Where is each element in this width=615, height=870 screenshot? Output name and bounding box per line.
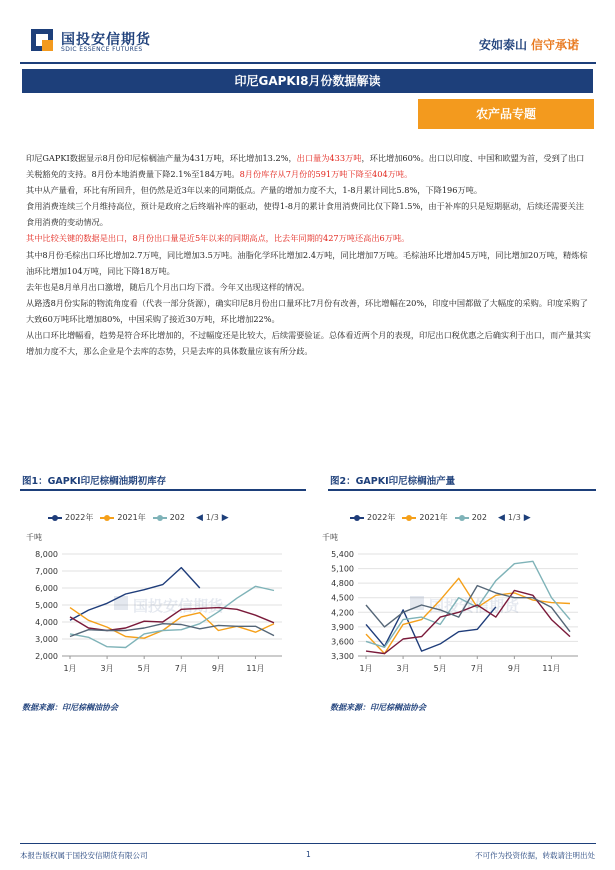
- page-number: 1: [306, 850, 311, 859]
- series-line[interactable]: [366, 578, 570, 653]
- highlight-text: 其中比较关键的数据是出口，8月份出口量是近5年以来的同期高点，比去年同期的427万吨还高出6万吨。: [26, 233, 410, 244]
- y-tick-label: 4,500: [331, 593, 354, 603]
- paragraph-text: 去年也是8月单月出口激增，随后几个月出口均下滑。今年又出现这样的情况。: [26, 281, 310, 292]
- paragraph: [26, 198, 592, 230]
- figure-1-rule: [20, 489, 306, 491]
- category-tag: 农产品专题: [418, 99, 594, 129]
- header-divider: [20, 62, 596, 64]
- y-tick-label: 2,000: [35, 652, 58, 661]
- legend-label: 2021年: [419, 513, 448, 522]
- x-tick-label: 9月: [211, 664, 225, 673]
- logo-mark-icon: [31, 29, 53, 51]
- legend-item[interactable]: [402, 512, 447, 523]
- legend-pager: [196, 513, 229, 523]
- watermark: 国投安信期货: [132, 597, 224, 615]
- highlight-text: 出口量为433万吨: [296, 153, 362, 163]
- legend-item[interactable]: [455, 513, 487, 522]
- paragraph: [26, 279, 592, 295]
- slogan-part-a: 安如泰山: [478, 38, 527, 52]
- paragraph: [26, 295, 592, 327]
- legend-item[interactable]: [153, 513, 185, 522]
- x-tick-label: 5月: [433, 664, 447, 673]
- pager-label: 1/3: [507, 513, 521, 522]
- y-tick-label: 5,000: [35, 601, 58, 610]
- legend-label: 202: [471, 513, 487, 522]
- y-tick-label: 3,300: [331, 652, 354, 661]
- paragraph-text: 食用消费连续三个月维持高位，预计是政府之后终端补库的驱动，使得1-8月的累计食用消费同比仅下降1.5%，由于补库的只是短期驱动，后续还需要关注食用消费的变动情况。: [26, 201, 584, 228]
- footer-divider: [20, 843, 596, 844]
- legend-label: 2021年: [117, 513, 146, 522]
- y-unit-label: 千吨: [322, 533, 338, 542]
- y-tick-label: 6,000: [35, 584, 58, 593]
- y-tick-label: 4,000: [35, 618, 58, 627]
- pager-next-icon[interactable]: ▶: [523, 512, 531, 523]
- legend-item[interactable]: [48, 512, 93, 523]
- y-tick-label: 8,000: [35, 550, 58, 559]
- x-tick-label: 9月: [507, 664, 521, 673]
- y-tick-label: 4,200: [331, 608, 354, 618]
- y-tick-label: 7,000: [35, 567, 58, 576]
- paragraph-text: 从路透8月份实际的物流角度看（代表一部分货源），确实印尼8月份出口量环比7月份有改善，环比增幅在20%，印度中国都做了大幅度的采购。印度采购了大致60万吨环比增加80%，中国采购了接近30万吨，环比增加22%。: [26, 297, 588, 324]
- logo-company-name-en: SDIC ESSENCE FUTURES: [61, 46, 143, 53]
- paragraph-text: 其中8月份毛棕出口环比增加2.7万吨，同比增加3.5万吨。油脂化学环比增加2.4万吨，同比增加7万吨。毛棕油环比增加45万吨，同比增加20万吨，精炼棕油环比增加104万吨，同比下降18万吨。: [26, 249, 588, 276]
- paragraph-text: 从出口环比增幅看，趋势是符合环比增加的，不过幅度还是比较大，后续需要验证。总体看近两个月的表现，印尼出口税优惠之后确实利于出口，而产量其实增加力度不大，那么企业是个去库的态势，只是去库的具体数量应该有所分歧。: [26, 330, 591, 357]
- paragraph: [26, 327, 592, 359]
- logo-company-name: 国投安信期货: [61, 32, 151, 48]
- paragraph-text: 其中从产量看，环比有所回升，但仍然是近3年以来的同期低点。产量的增加力度不大，1-8月累计同比5.8%，下降196万吨。: [26, 185, 483, 196]
- series-line[interactable]: [70, 586, 274, 647]
- paragraph: [26, 247, 592, 279]
- highlight-text: 8月份库存从7月份的591万吨下降至404万吨。: [239, 169, 413, 180]
- pager-prev-icon[interactable]: ◀: [196, 512, 203, 523]
- y-tick-label: 5,400: [331, 550, 354, 559]
- watermark: 国投安信期货: [428, 597, 520, 615]
- paragraph: [26, 150, 592, 182]
- figure-2-rule: [328, 489, 596, 491]
- legend-label: 2022年: [65, 513, 94, 522]
- figure-1-legend: [48, 512, 229, 523]
- paragraph: [26, 230, 592, 246]
- watermark-logo-icon: [410, 596, 424, 610]
- figure-1-title: 图1：GAPKI印尼棕榈油期初库存: [22, 476, 167, 487]
- x-tick-label: 7月: [174, 664, 188, 673]
- legend-label: 2022年: [367, 513, 396, 522]
- legend-item[interactable]: [350, 512, 395, 523]
- y-unit-label: 千吨: [26, 533, 42, 542]
- x-tick-label: 11月: [542, 664, 561, 673]
- figure-2-title: 图2：GAPKI印尼棕榈油产量: [330, 476, 456, 487]
- y-tick-label: 4,800: [331, 579, 354, 589]
- legend-label: 202: [169, 513, 185, 522]
- y-tick-label: 3,900: [331, 622, 354, 632]
- paragraph-text: ，环比增加60%。出口以印度、中国和欧盟为首，受到了出口关税豁免的支持。8月份本地消费量下降2.1%至184万吨。: [26, 153, 585, 180]
- footer-disclaimer: 不可作为投资依据，转载请注明出处: [475, 851, 595, 860]
- legend-item[interactable]: [100, 512, 145, 523]
- x-tick-label: 3月: [396, 664, 410, 673]
- y-tick-label: 5,100: [331, 564, 354, 574]
- x-tick-label: 7月: [470, 664, 484, 673]
- x-tick-label: 3月: [100, 664, 114, 673]
- report-title: 印尼GAPKI8月份数据解读: [22, 69, 593, 93]
- x-tick-label: 5月: [137, 664, 151, 673]
- y-tick-label: 3,600: [331, 637, 354, 647]
- paragraph: [26, 182, 592, 198]
- slogan: [479, 36, 579, 53]
- footer-copyright: 本报告版权属于国投安信期货有限公司: [20, 851, 148, 860]
- paragraph-text: 印尼GAPKI数据显示8月份印尼棕榈油产量为431万吨，环比增加13.2%，: [26, 153, 297, 163]
- pager-label: 1/3: [205, 513, 219, 522]
- figure-1-source: 数据来源：印尼棕榈油协会: [22, 703, 118, 712]
- report-body: [26, 150, 592, 359]
- pager-next-icon[interactable]: ▶: [221, 512, 229, 523]
- y-tick-label: 3,000: [35, 635, 58, 644]
- figure-2-legend: [350, 512, 531, 523]
- legend-pager: [498, 513, 531, 523]
- x-tick-label: 11月: [246, 664, 265, 673]
- figure-2-chart: [316, 524, 596, 694]
- pager-prev-icon[interactable]: ◀: [498, 512, 505, 523]
- x-tick-label: 1月: [359, 664, 373, 673]
- figure-2-source: 数据来源：印尼棕榈油协会: [330, 703, 426, 712]
- x-tick-label: 1月: [63, 664, 77, 673]
- figure-1-chart: [20, 524, 300, 694]
- slogan-part-b: 信守承诺: [530, 38, 579, 52]
